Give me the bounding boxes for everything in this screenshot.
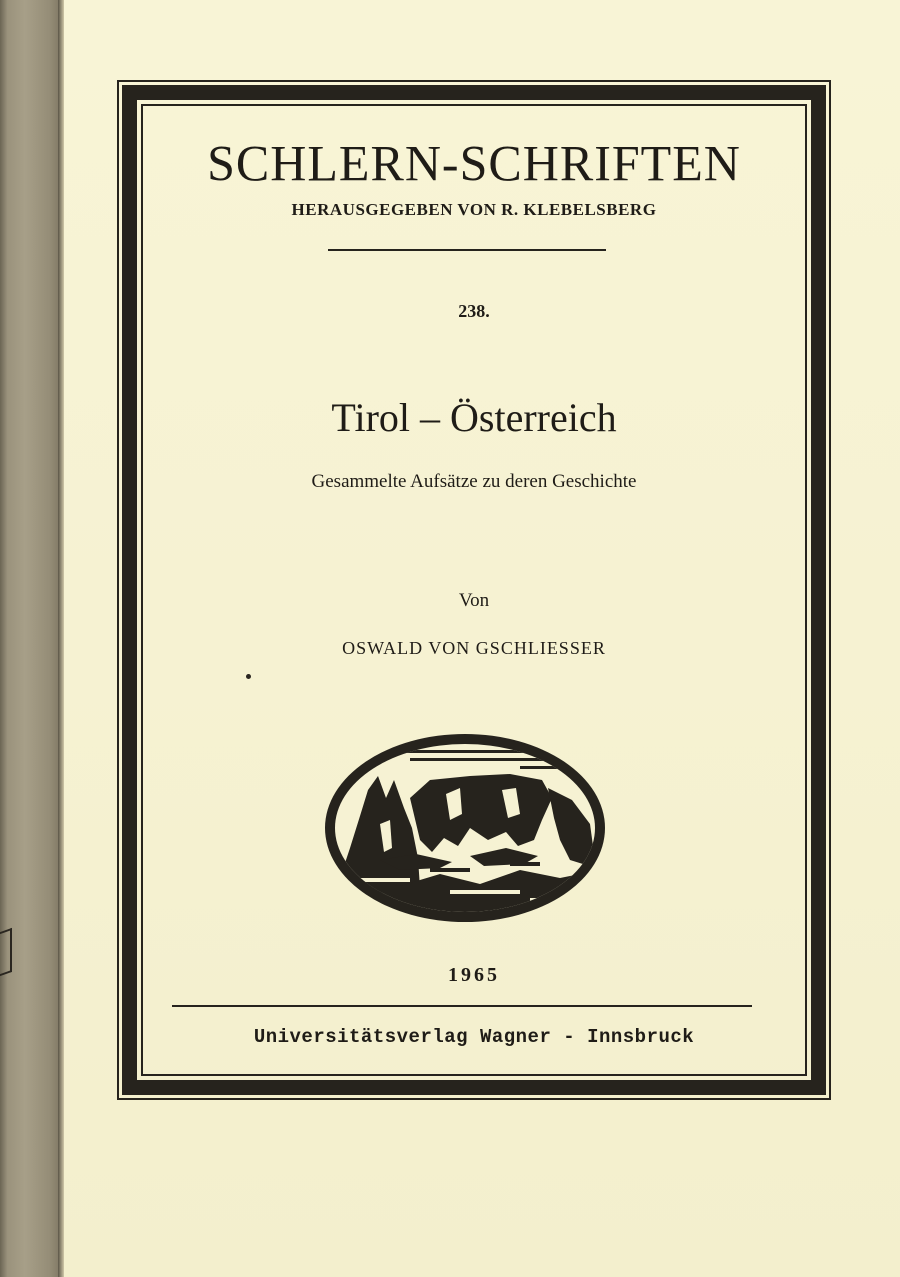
mountain-landscape-vignette-icon	[320, 728, 610, 928]
publisher: Universitätsverlag Wagner - Innsbruck	[253, 1026, 695, 1048]
spine-mark	[0, 928, 12, 976]
book-subtitle: Gesammelte Aufsätze zu deren Geschichte	[311, 471, 637, 492]
ink-speck	[246, 674, 251, 679]
series-title: SCHLERN-SCHRIFTEN	[207, 134, 741, 192]
publication-year: 1965	[448, 964, 500, 986]
book-title: Tirol – Österreich	[331, 395, 617, 440]
imprint-rule	[172, 1005, 752, 1007]
series-editor: HERAUSGEGEBEN VON R. KLEBELSBERG	[291, 200, 657, 219]
volume-number: 238.	[458, 301, 490, 321]
divider-rule	[328, 249, 606, 251]
author-preposition: Von	[458, 590, 490, 611]
book-spine	[0, 0, 62, 1277]
author-name: OSWALD VON GSCHLIESSER	[342, 638, 606, 658]
